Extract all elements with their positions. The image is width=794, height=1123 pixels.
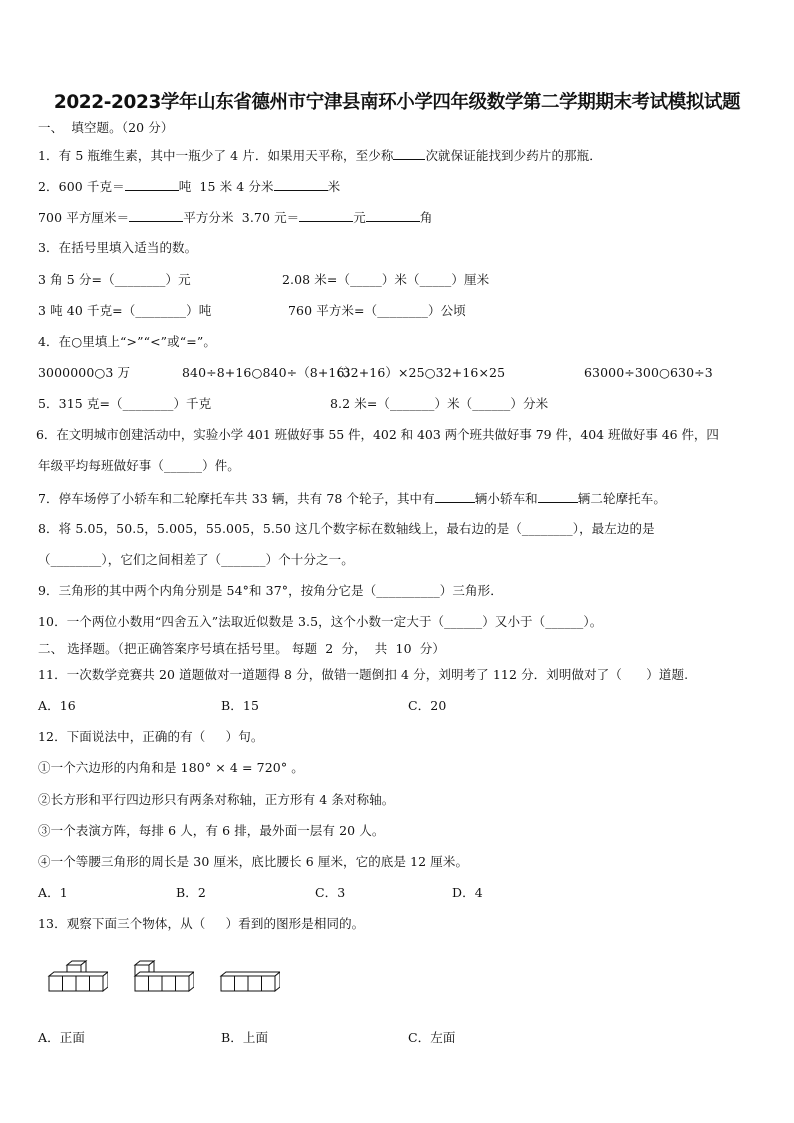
- q7-blank-1[interactable]: [435, 490, 475, 503]
- q1-blank[interactable]: [393, 147, 425, 160]
- q7-blank-2[interactable]: [538, 490, 578, 503]
- q2-text-b: 吨 15 米 4 分米: [178, 179, 274, 194]
- question-3: 3．在括号里填入适当的数。: [38, 240, 198, 255]
- cube-figure-2: [130, 960, 194, 1004]
- q2b-text-d: 角: [419, 210, 433, 225]
- q12-option-b[interactable]: B．2: [176, 885, 206, 900]
- question-13: 13．观察下面三个物体，从（ ）看到的图形是相同的。: [38, 916, 365, 931]
- q11-option-c[interactable]: C．20: [408, 698, 447, 713]
- q7-text-b: 辆小轿车和: [474, 491, 538, 506]
- question-12-statement-3: ③一个表演方阵，每排 6 人，有 6 排，最外面一层有 20 人。: [38, 823, 385, 838]
- question-2: [38, 178, 340, 195]
- q7-text-c: 辆二轮摩托车。: [577, 491, 666, 506]
- q2b-blank-1[interactable]: [129, 209, 183, 222]
- question-1: [38, 147, 602, 164]
- q2-text-c: 米: [327, 179, 341, 194]
- q2b-text-c: 元: [353, 210, 366, 225]
- q11-option-b[interactable]: B．15: [221, 698, 259, 713]
- question-11: 11．一次数学竞赛共 20 道题做对一道题得 8 分，做错一题倒扣 4 分，刘明考了 112 分．刘明做对了（ ）道题.: [38, 667, 689, 682]
- question-2-line-2: [38, 209, 433, 226]
- q11-option-a[interactable]: A．16: [38, 698, 76, 713]
- q2-text-a: 2．600 千克＝: [38, 179, 125, 194]
- question-7: [38, 490, 666, 507]
- question-10: 10．一个两位小数用“四舍五入”法取近似数是 3.5，这个小数一定大于（______）又小于（______）。: [38, 614, 603, 629]
- q7-text-a: 7．停车场停了小轿车和二轮摩托车共 33 辆，共有 78 个轮子，其中有: [38, 491, 435, 506]
- q2b-blank-2[interactable]: [299, 209, 353, 222]
- q2b-text-b: 平方分米 3.70 元＝: [183, 210, 300, 225]
- q4a-compare-4: 63000÷300○630÷3: [584, 365, 713, 380]
- cube-figure-3: [216, 960, 280, 1004]
- q5-right: 8.2 米=（_______）米（______）分米: [330, 396, 549, 411]
- question-12-statement-4: ④一个等腰三角形的周长是 30 厘米，底比腰长 6 厘米，它的底是 12 厘米。: [38, 854, 469, 869]
- question-8-line-2: （________），它们之间相差了（_______）个十分之一。: [38, 552, 354, 567]
- cube-figure-1: [44, 960, 108, 1004]
- q13-option-b[interactable]: B．上面: [221, 1030, 269, 1045]
- q1-text-b: 次就保证能找到少药片的那瓶．: [425, 148, 602, 163]
- q3b-right: 760 平方米=（________）公顷: [288, 303, 466, 318]
- section-1-heading: 一、 填空题。（20 分）: [38, 120, 174, 135]
- q13-option-a[interactable]: A．正面: [38, 1030, 85, 1045]
- q2b-blank-3[interactable]: [366, 209, 420, 222]
- question-8-line-1: 8．将 5.05，50.5，5.005，55.005，5.50 这几个数字标在数轴线上，最右边的是（________），最左边的是: [38, 521, 655, 536]
- question-9: 9．三角形的其中两个内角分别是 54°和 37°，按角分它是（__________）三角形．: [38, 583, 503, 598]
- question-4: 4．在○里填上“>”“<”或“=”。: [38, 334, 216, 349]
- q5-left: 5．315 克=（________）千克: [38, 396, 212, 411]
- q4a-compare-3: （32+16）×25○32+16×25: [330, 365, 506, 380]
- section-2-heading: 二、 选择题。（把正确答案序号填在括号里。 每题 2 分， 共 10 分）: [38, 641, 445, 656]
- q4a-compare-1: 3000000○3 万: [38, 365, 131, 380]
- question-12-statement-1: ①一个六边形的内角和是 180° × 4 = 720° 。: [38, 760, 304, 775]
- question-12-statement-2: ②长方形和平行四边形只有两条对称轴，正方形有 4 条对称轴。: [38, 792, 395, 807]
- q12-option-c[interactable]: C．3: [315, 885, 346, 900]
- q12-option-d[interactable]: D．4: [452, 885, 483, 900]
- q3a-right: 2.08 米=（_____）米（_____）厘米: [282, 272, 490, 287]
- q12-option-a[interactable]: A．1: [38, 885, 68, 900]
- q3b-left: 3 吨 40 千克=（________）吨: [38, 303, 212, 318]
- q2-blank-1[interactable]: [125, 178, 179, 191]
- question-6-line-2: 年级平均每班做好事（______）件。: [38, 458, 240, 473]
- q2-blank-2[interactable]: [274, 178, 328, 191]
- exam-title: 2022-2023学年山东省德州市宁津县南环小学四年级数学第二学期期末考试模拟试题: [53, 92, 741, 113]
- q2b-text-a: 700 平方厘米＝: [38, 210, 130, 225]
- question-6-line-1: 6．在文明城市创建活动中，实验小学 401 班做好事 55 件，402 和 403 两个班共做好事 79 件，404 班做好事 46 件，四: [36, 427, 719, 442]
- q1-text-a: 1．有 5 瓶维生素，其中一瓶少了 4 片．如果用天平称，至少称: [38, 148, 394, 163]
- q4a-compare-2: 840÷8+16○840÷（8+16）: [182, 365, 358, 380]
- question-12: 12．下面说法中，正确的有（ ）句。: [38, 729, 264, 744]
- q3a-left: 3 角 5 分=（________）元: [38, 272, 191, 287]
- q13-option-c[interactable]: C．左面: [408, 1030, 456, 1045]
